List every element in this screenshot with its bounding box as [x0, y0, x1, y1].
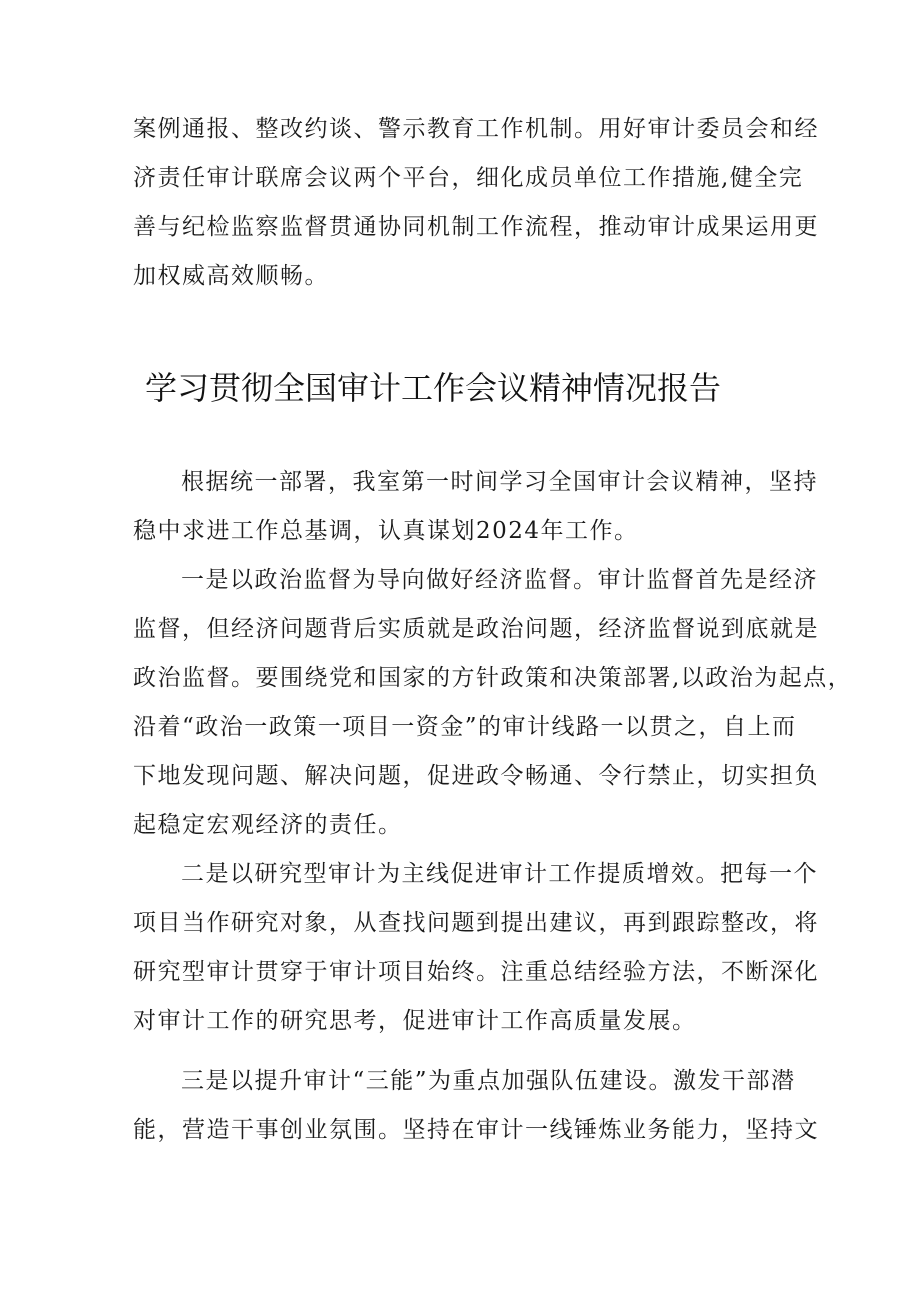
- text-line: 加权威高效顺畅。: [133, 263, 329, 289]
- text-line: 对审计工作的研究思考，促进审计工作高质量发展。: [133, 1008, 697, 1034]
- text-line: 一是以政治监督为导向做好经济监督。审计监督首先是经济: [181, 567, 818, 593]
- text-line: 政治监督。要围绕党和国家的方针政策和决策部署,以政治为起点，: [133, 665, 853, 691]
- text-line: 下地发现问题、解决问题，促进政令畅通、令行禁止，切实担负: [133, 763, 819, 789]
- paragraph-research-audit: [133, 850, 819, 1046]
- paragraph-team-building: [133, 1057, 819, 1155]
- text-line: 根据统一部署，我室第一时间学习全国审计会议精神，坚持: [181, 469, 818, 495]
- text-line: 监督，但经济问题背后实质就是政治问题，经济监督说到底就是: [133, 616, 819, 642]
- text-line: 起稳定宏观经济的责任。: [133, 812, 403, 838]
- text-line: 济责任审计联席会议两个平台，细化成员单位工作措施,健全完: [133, 165, 804, 191]
- text-line: 能，营造干事创业氛围。坚持在审计一线锤炼业务能力，坚持文: [133, 1117, 819, 1143]
- text-line: 二是以研究型审计为主线促进审计工作提质增效。把每一个: [181, 861, 818, 887]
- paragraph-political-supervision: [133, 556, 853, 850]
- text-line: 研究型审计贯穿于审计项目始终。注重总结经验方法，不断深化: [133, 959, 819, 985]
- intro-paragraph: [133, 105, 819, 301]
- text-line: 三是以提升审计“三能”为重点加强队伍建设。激发干部潜: [181, 1068, 796, 1094]
- document-title: 学习贯彻全国审计工作会议精神情况报告: [145, 369, 722, 407]
- text-line: 稳中求进工作总基调，认真谋划2024年工作。: [133, 518, 639, 544]
- text-line: 善与纪检监察监督贯通协同机制工作流程，推动审计成果运用更: [133, 214, 819, 240]
- text-line: 沿着“政治一政策一项目一资金”的审计线路一以贯之，自上而: [133, 714, 797, 740]
- text-line: 案例通报、整改约谈、警示教育工作机制。用好审计委员会和经: [133, 116, 819, 142]
- paragraph-intro-deployment: [133, 458, 818, 556]
- text-line: 项目当作研究对象，从查找问题到提出建议，再到跟踪整改，将: [133, 910, 819, 936]
